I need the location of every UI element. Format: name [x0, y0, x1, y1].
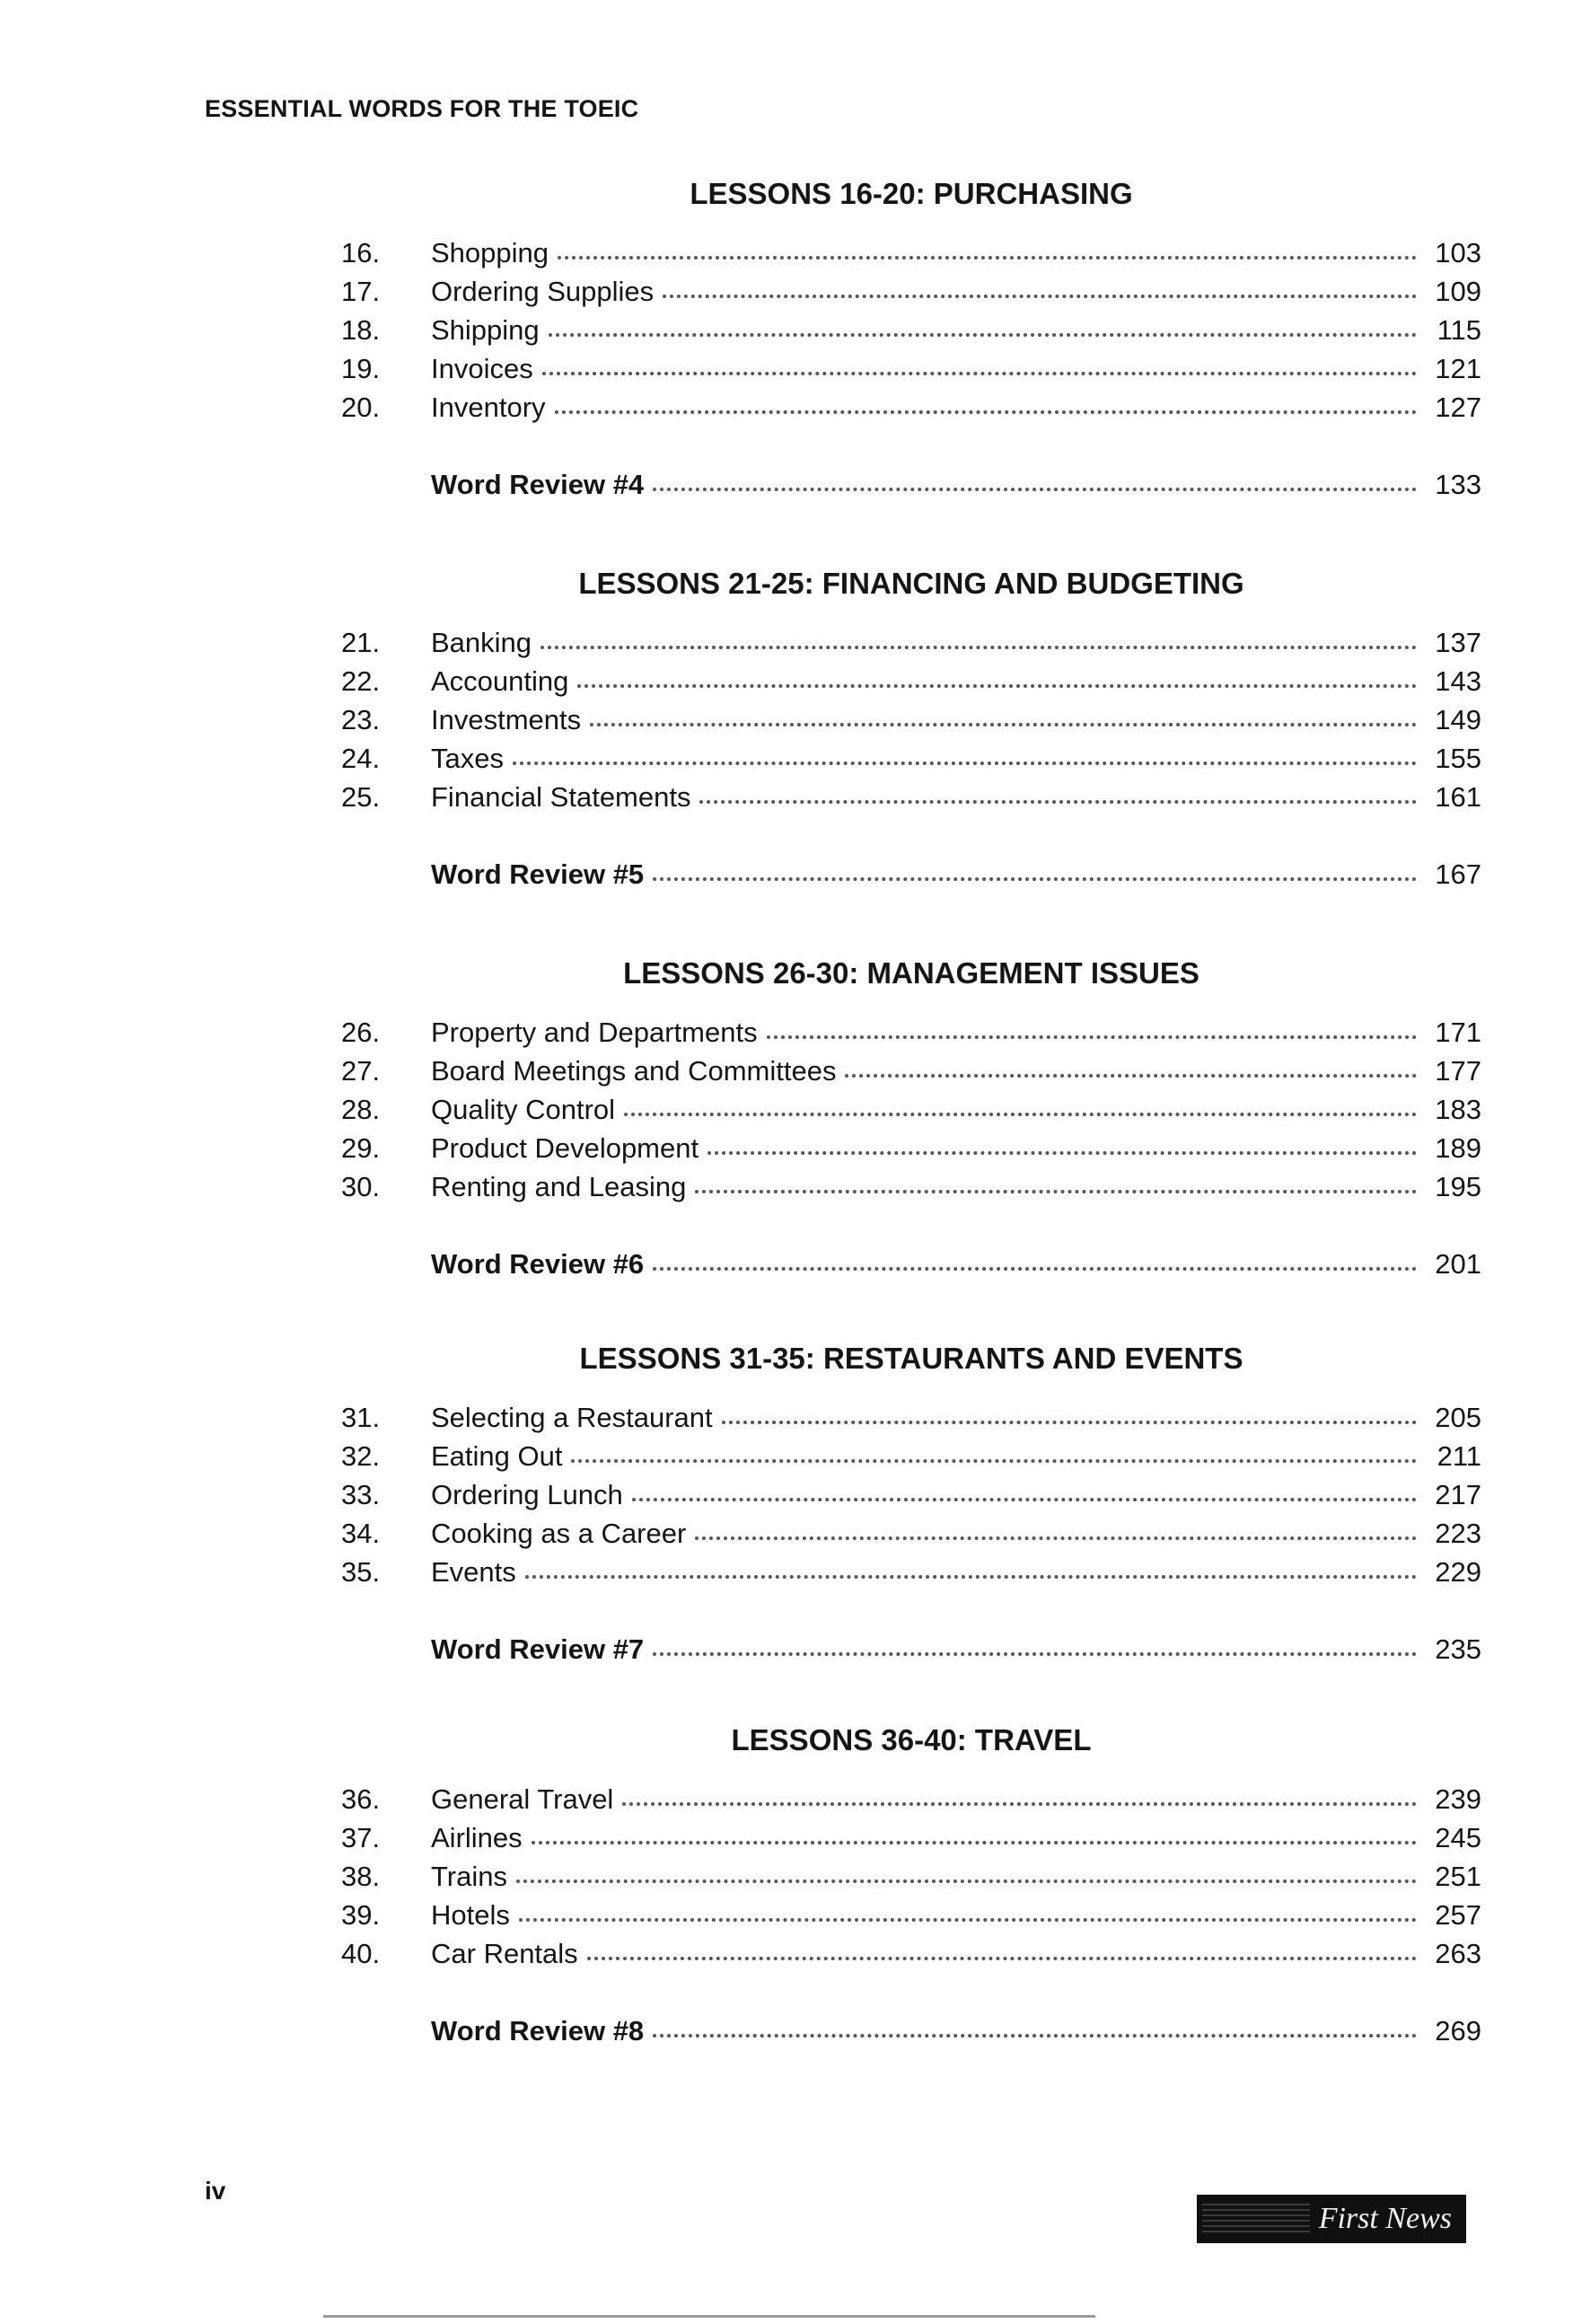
toc-entry[interactable] — [341, 1514, 1481, 1553]
publisher-logo-text: First News — [1318, 2202, 1452, 2235]
page-number: 239 — [1435, 1783, 1481, 1815]
page-number: 149 — [1435, 704, 1481, 735]
lesson-title: Selecting a Restaurant — [431, 1402, 713, 1433]
page-number: 257 — [1435, 1899, 1481, 1931]
lesson-title: Taxes — [431, 743, 504, 774]
lesson-number: 37. — [341, 1822, 381, 1853]
page-number: 167 — [1435, 858, 1481, 890]
lesson-title: Trains — [431, 1861, 507, 1892]
review-title: Word Review #6 — [431, 1248, 645, 1280]
lesson-title: Investments — [431, 704, 582, 735]
lesson-title: Ordering Supplies — [431, 276, 655, 307]
lesson-number: 38. — [341, 1861, 381, 1892]
lesson-number: 40. — [341, 1938, 381, 1969]
lesson-number: 26. — [341, 1017, 381, 1048]
dot-leader — [707, 1151, 1417, 1155]
page-number: 155 — [1435, 743, 1481, 774]
toc-entry[interactable] — [341, 1398, 1481, 1437]
toc-entry[interactable] — [341, 623, 1481, 662]
review-title: Word Review #8 — [431, 2015, 645, 2047]
lesson-title: Eating Out — [431, 1440, 563, 1472]
section-title: LESSONS 21-25: FINANCING AND BUDGETING — [578, 567, 1244, 600]
page-number: 217 — [1435, 1479, 1481, 1510]
dot-leader — [653, 2034, 1417, 2038]
dot-leader — [587, 1957, 1417, 1960]
dot-leader — [845, 1074, 1417, 1078]
toc-entry[interactable] — [341, 1857, 1481, 1896]
lesson-title: Airlines — [431, 1822, 523, 1853]
toc-entry[interactable] — [341, 700, 1481, 739]
review-title: Word Review #5 — [431, 858, 645, 890]
lesson-number: 20. — [341, 392, 381, 423]
lesson-number: 24. — [341, 743, 381, 774]
page-number: 177 — [1435, 1055, 1481, 1087]
dot-leader — [532, 1841, 1417, 1844]
dot-leader — [555, 410, 1417, 414]
page-number: 235 — [1435, 1633, 1481, 1665]
page-number: 251 — [1435, 1861, 1481, 1892]
dot-leader — [632, 1498, 1417, 1501]
toc-entry[interactable] — [341, 311, 1481, 349]
page-number: 109 — [1435, 276, 1481, 307]
page-number: 195 — [1435, 1171, 1481, 1202]
page-number: 205 — [1435, 1402, 1481, 1433]
page-number: 183 — [1435, 1094, 1481, 1125]
bottom-rule — [323, 2315, 1095, 2318]
word-review-entry[interactable] — [341, 1245, 1481, 1283]
toc-entry[interactable] — [341, 1129, 1481, 1167]
lesson-title: Ordering Lunch — [431, 1479, 623, 1510]
page-number: 103 — [1435, 237, 1481, 268]
lesson-number: 22. — [341, 665, 381, 697]
page-number: 201 — [1435, 1248, 1481, 1280]
lesson-number: 25. — [341, 781, 381, 813]
word-review-entry[interactable] — [341, 855, 1481, 894]
toc-entry[interactable] — [341, 739, 1481, 778]
toc-entry[interactable] — [341, 1553, 1481, 1591]
toc-entry[interactable] — [341, 272, 1481, 311]
word-review-entry[interactable] — [341, 1630, 1481, 1668]
page-number: 133 — [1435, 469, 1481, 500]
dot-leader — [663, 295, 1417, 298]
page-number: 121 — [1435, 353, 1481, 384]
lesson-number: 31. — [341, 1402, 381, 1433]
toc-entry[interactable] — [341, 1934, 1481, 1973]
review-title: Word Review #7 — [431, 1633, 645, 1665]
lesson-title: Shipping — [431, 314, 540, 346]
dot-leader — [571, 1459, 1417, 1463]
toc-section-purchasing — [341, 167, 1481, 504]
lesson-number: 32. — [341, 1440, 381, 1472]
dot-leader — [516, 1879, 1417, 1883]
dot-leader — [624, 1113, 1417, 1116]
toc-entry[interactable] — [341, 233, 1481, 272]
lesson-title: Financial Statements — [431, 781, 691, 813]
dot-leader — [542, 372, 1417, 375]
running-head: ESSENTIAL WORDS FOR THE TOEIC — [205, 95, 639, 122]
dot-leader — [653, 1652, 1417, 1656]
toc-entry[interactable] — [341, 1013, 1481, 1052]
lesson-title: Car Rentals — [431, 1938, 578, 1969]
lesson-number: 35. — [341, 1556, 381, 1588]
lesson-title: Product Development — [431, 1132, 699, 1164]
dot-leader — [767, 1035, 1417, 1039]
lesson-title: Property and Departments — [431, 1017, 758, 1048]
page-folio: iv — [205, 2177, 226, 2205]
lesson-number: 33. — [341, 1479, 381, 1510]
toc-section-travel — [341, 1713, 1481, 2050]
page-number: 223 — [1435, 1518, 1481, 1549]
dot-leader — [590, 723, 1417, 726]
toc-entry[interactable] — [341, 1052, 1481, 1090]
lesson-number: 16. — [341, 237, 381, 268]
publisher-logo — [1197, 2195, 1466, 2243]
dot-leader — [577, 684, 1417, 688]
dot-leader — [653, 1267, 1417, 1271]
dot-leader — [699, 800, 1417, 804]
section-title: LESSONS 36-40: TRAVEL — [731, 1723, 1092, 1756]
lesson-number: 30. — [341, 1171, 381, 1202]
dot-leader — [513, 761, 1417, 765]
toc-entry[interactable] — [341, 1167, 1481, 1206]
lesson-number: 17. — [341, 276, 381, 307]
page-number: 229 — [1435, 1556, 1481, 1588]
lesson-title: Board Meetings and Committees — [431, 1055, 837, 1087]
page-number: 143 — [1435, 665, 1481, 697]
toc-section-management — [341, 946, 1481, 1283]
logo-stripes — [1202, 2204, 1310, 2234]
lesson-number: 27. — [341, 1055, 381, 1087]
section-title: LESSONS 16-20: PURCHASING — [690, 177, 1133, 210]
toc-entry[interactable] — [341, 1090, 1481, 1129]
lesson-number: 19. — [341, 353, 381, 384]
lesson-title: Cooking as a Career — [431, 1518, 687, 1549]
page-number: 171 — [1435, 1017, 1481, 1048]
page-number: 245 — [1435, 1822, 1481, 1853]
page-number: 137 — [1435, 627, 1481, 658]
lesson-number: 29. — [341, 1132, 381, 1164]
dot-leader — [695, 1190, 1417, 1193]
dot-leader — [558, 256, 1417, 260]
dot-leader — [525, 1575, 1417, 1579]
toc-entry[interactable] — [341, 1896, 1481, 1934]
dot-leader — [653, 488, 1417, 491]
lesson-title: Accounting — [431, 665, 569, 697]
lesson-title: Banking — [431, 627, 532, 658]
page-number: 127 — [1435, 392, 1481, 423]
lesson-number: 23. — [341, 704, 381, 735]
word-review-entry[interactable] — [341, 465, 1481, 504]
dot-leader — [519, 1918, 1417, 1922]
section-title: LESSONS 26-30: MANAGEMENT ISSUES — [623, 956, 1200, 990]
lesson-number: 21. — [341, 627, 381, 658]
page-number: 211 — [1437, 1440, 1481, 1472]
lesson-title: General Travel — [431, 1783, 614, 1815]
dot-leader — [549, 333, 1417, 337]
lesson-title: Quality Control — [431, 1094, 616, 1125]
toc-entry[interactable] — [341, 778, 1481, 816]
lesson-title: Events — [431, 1556, 516, 1588]
dot-leader — [540, 646, 1417, 649]
lesson-number: 36. — [341, 1783, 381, 1815]
toc-entry[interactable] — [341, 388, 1481, 427]
review-title: Word Review #4 — [431, 469, 645, 500]
lesson-number: 18. — [341, 314, 381, 346]
page-number: 115 — [1437, 314, 1481, 346]
toc-entry[interactable] — [341, 662, 1481, 700]
page-number: 161 — [1435, 781, 1481, 813]
lesson-number: 28. — [341, 1094, 381, 1125]
lesson-number: 39. — [341, 1899, 381, 1931]
dot-leader — [622, 1802, 1417, 1806]
dot-leader — [653, 877, 1417, 881]
page-number: 263 — [1435, 1938, 1481, 1969]
toc-entry[interactable] — [341, 1818, 1481, 1857]
lesson-title: Hotels — [431, 1899, 510, 1931]
lesson-title: Inventory — [431, 392, 546, 423]
toc-entry[interactable] — [341, 1780, 1481, 1818]
dot-leader — [695, 1536, 1417, 1540]
lesson-title: Renting and Leasing — [431, 1171, 687, 1202]
dot-leader — [722, 1421, 1417, 1424]
toc-entry[interactable] — [341, 1437, 1481, 1475]
section-title: LESSONS 31-35: RESTAURANTS AND EVENTS — [579, 1342, 1243, 1375]
toc-entry[interactable] — [341, 1475, 1481, 1514]
toc-section-restaurants — [341, 1332, 1481, 1668]
toc-section-financing — [341, 557, 1481, 894]
toc-entry[interactable] — [341, 349, 1481, 388]
page-number: 189 — [1435, 1132, 1481, 1164]
lesson-title: Invoices — [431, 353, 533, 384]
word-review-entry[interactable] — [341, 2011, 1481, 2050]
page-number: 269 — [1435, 2015, 1481, 2047]
lesson-title: Shopping — [431, 237, 549, 268]
lesson-number: 34. — [341, 1518, 381, 1549]
